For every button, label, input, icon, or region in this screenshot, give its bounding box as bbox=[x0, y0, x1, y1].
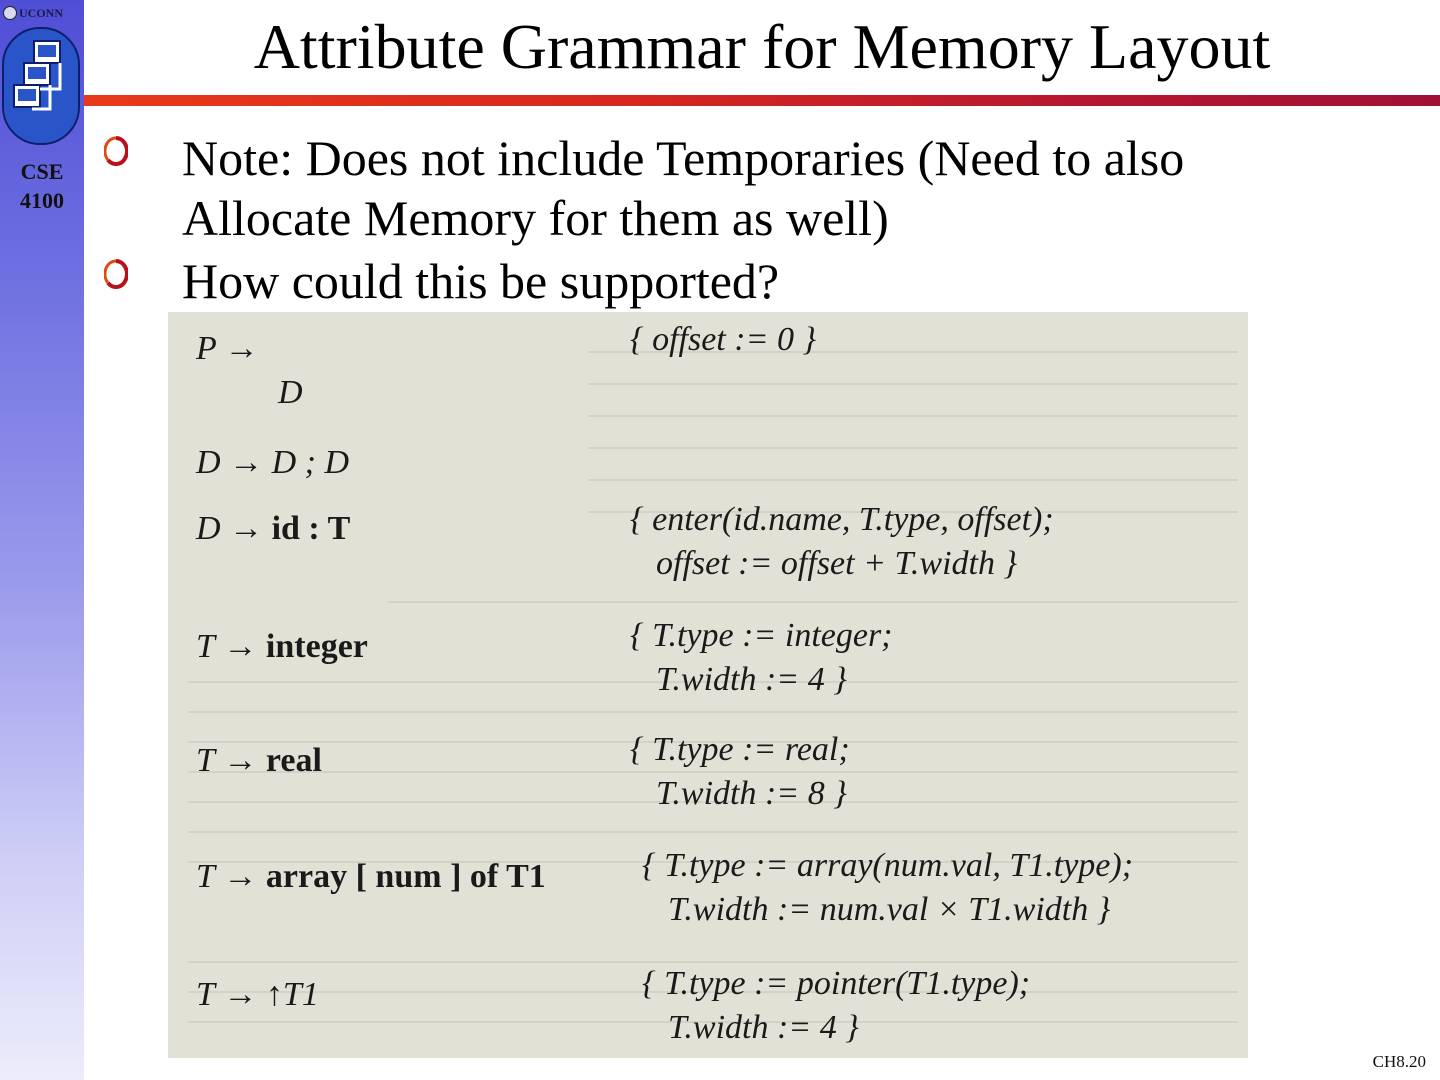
course-code-line1: CSE bbox=[20, 159, 64, 184]
title-underline bbox=[84, 95, 1440, 106]
production: T → array [ num ] of T1 bbox=[196, 858, 546, 895]
semantic-rule: { offset := 0 } bbox=[630, 321, 817, 358]
hollow-circle-bullet-icon bbox=[104, 259, 128, 289]
bullet-text-line2: Allocate Memory for them as well) bbox=[182, 190, 889, 246]
production: T → integer bbox=[196, 628, 368, 665]
bullet-text-line1: How could this be supported? bbox=[182, 253, 780, 309]
course-code bbox=[0, 157, 84, 215]
semantic-rule: { T.type := pointer(T1.type); T.width := 4 } bbox=[642, 965, 1031, 1046]
network-nodes-icon bbox=[4, 29, 78, 143]
uconn-logo bbox=[3, 3, 79, 23]
grammar-figure bbox=[168, 312, 1248, 1058]
uconn-seal-icon bbox=[3, 6, 17, 20]
production: T → ↑T1 bbox=[196, 976, 319, 1013]
bullet-item bbox=[100, 128, 1430, 248]
production: T → real bbox=[196, 742, 322, 779]
semantic-rule: { enter(id.name, T.type, offset); offset := offset + T.width } bbox=[630, 501, 1054, 582]
semantic-rule: { T.type := real; T.width := 8 } bbox=[630, 731, 850, 812]
semantic-rule: { T.type := integer; T.width := 4 } bbox=[630, 617, 893, 698]
semantic-rule: { T.type := array(num.val, T1.type); T.width := num.val × T1.width } bbox=[642, 847, 1134, 928]
slide-title: Attribute Grammar for Memory Layout bbox=[253, 11, 1271, 82]
slide-number: CH8.20 bbox=[1372, 1052, 1426, 1071]
cse-emblem-icon bbox=[2, 27, 80, 145]
production: D → D ; D bbox=[196, 444, 349, 481]
bullet-list bbox=[100, 128, 1430, 314]
bullet-item bbox=[100, 251, 1430, 311]
production-rhs: D bbox=[278, 374, 303, 411]
uconn-logo-text: UCONN bbox=[19, 5, 63, 20]
course-code-line2: 4100 bbox=[20, 188, 64, 213]
sidebar bbox=[0, 0, 84, 1080]
hollow-circle-bullet-icon bbox=[104, 136, 128, 166]
production-lhs: P → bbox=[196, 330, 259, 367]
production: D → id : T bbox=[196, 510, 351, 547]
bullet-text-line1: Note: Does not include Temporaries (Need to also bbox=[182, 130, 1185, 186]
